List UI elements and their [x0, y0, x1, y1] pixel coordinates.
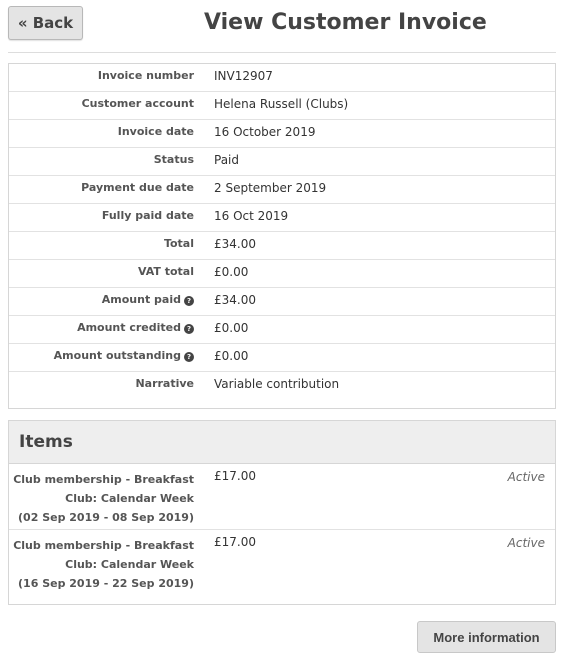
item-description-line: Club: Calendar Week [65, 558, 194, 571]
help-icon[interactable]: ? [184, 352, 194, 362]
detail-value: £0.00 [214, 349, 249, 363]
detail-value: £34.00 [214, 237, 256, 251]
header-divider [8, 52, 556, 53]
detail-label: Fully paid date [101, 209, 194, 222]
back-button[interactable]: « Back [8, 6, 83, 40]
item-description-line: Club membership - Breakfast [13, 473, 194, 486]
detail-value: 16 Oct 2019 [214, 209, 289, 223]
detail-label: Amount paid [101, 293, 181, 306]
detail-row-amount-credited [9, 316, 555, 344]
detail-label: Payment due date [81, 181, 194, 194]
item-row [9, 464, 555, 530]
detail-value: £0.00 [214, 321, 249, 335]
detail-label: Customer account [81, 97, 194, 110]
detail-row-status [9, 148, 555, 176]
detail-label: Status [153, 153, 194, 166]
items-heading: Items [9, 421, 555, 464]
detail-label: VAT total [137, 265, 194, 278]
detail-value: 16 October 2019 [214, 125, 316, 139]
detail-value: 2 September 2019 [214, 181, 327, 195]
item-status: Active [507, 470, 545, 484]
detail-row-vat-total [9, 260, 555, 288]
item-row [9, 530, 555, 604]
page-title: View Customer Invoice [204, 10, 487, 35]
detail-row-narrative [9, 372, 555, 400]
item-description-line: Club membership - Breakfast [13, 539, 194, 552]
detail-row-invoice-number [9, 64, 555, 92]
item-description [9, 536, 194, 593]
detail-row-amount-paid [9, 288, 555, 316]
detail-value: Helena Russell (Clubs) [214, 97, 349, 111]
detail-value: Variable contribution [214, 377, 340, 391]
detail-label: Amount outstanding [53, 349, 181, 362]
detail-row-fully-paid-date [9, 204, 555, 232]
item-price: £17.00 [214, 535, 256, 549]
items-panel [8, 420, 556, 605]
detail-value: £34.00 [214, 293, 256, 307]
detail-row-payment-due-date [9, 176, 555, 204]
help-icon[interactable]: ? [184, 296, 194, 306]
item-price: £17.00 [214, 469, 256, 483]
item-description-line: Club: Calendar Week [65, 492, 194, 505]
item-description [9, 470, 194, 527]
detail-label: Invoice date [117, 125, 194, 138]
item-description-line: (02 Sep 2019 - 08 Sep 2019) [18, 511, 194, 524]
detail-row-customer-account [9, 92, 555, 120]
detail-value: INV12907 [214, 69, 273, 83]
detail-label: Narrative [135, 377, 194, 390]
detail-row-invoice-date [9, 120, 555, 148]
item-description-line: (16 Sep 2019 - 22 Sep 2019) [18, 577, 194, 590]
help-icon[interactable]: ? [184, 324, 194, 334]
detail-value: Paid [214, 153, 240, 167]
invoice-details-table [8, 63, 556, 409]
more-information-button[interactable]: More information [417, 621, 556, 653]
detail-label: Total [163, 237, 194, 250]
detail-row-amount-outstanding [9, 344, 555, 372]
detail-row-total [9, 232, 555, 260]
detail-label: Invoice number [97, 69, 194, 82]
detail-label: Amount credited [77, 321, 181, 334]
item-status: Active [507, 536, 545, 550]
detail-value: £0.00 [214, 265, 249, 279]
